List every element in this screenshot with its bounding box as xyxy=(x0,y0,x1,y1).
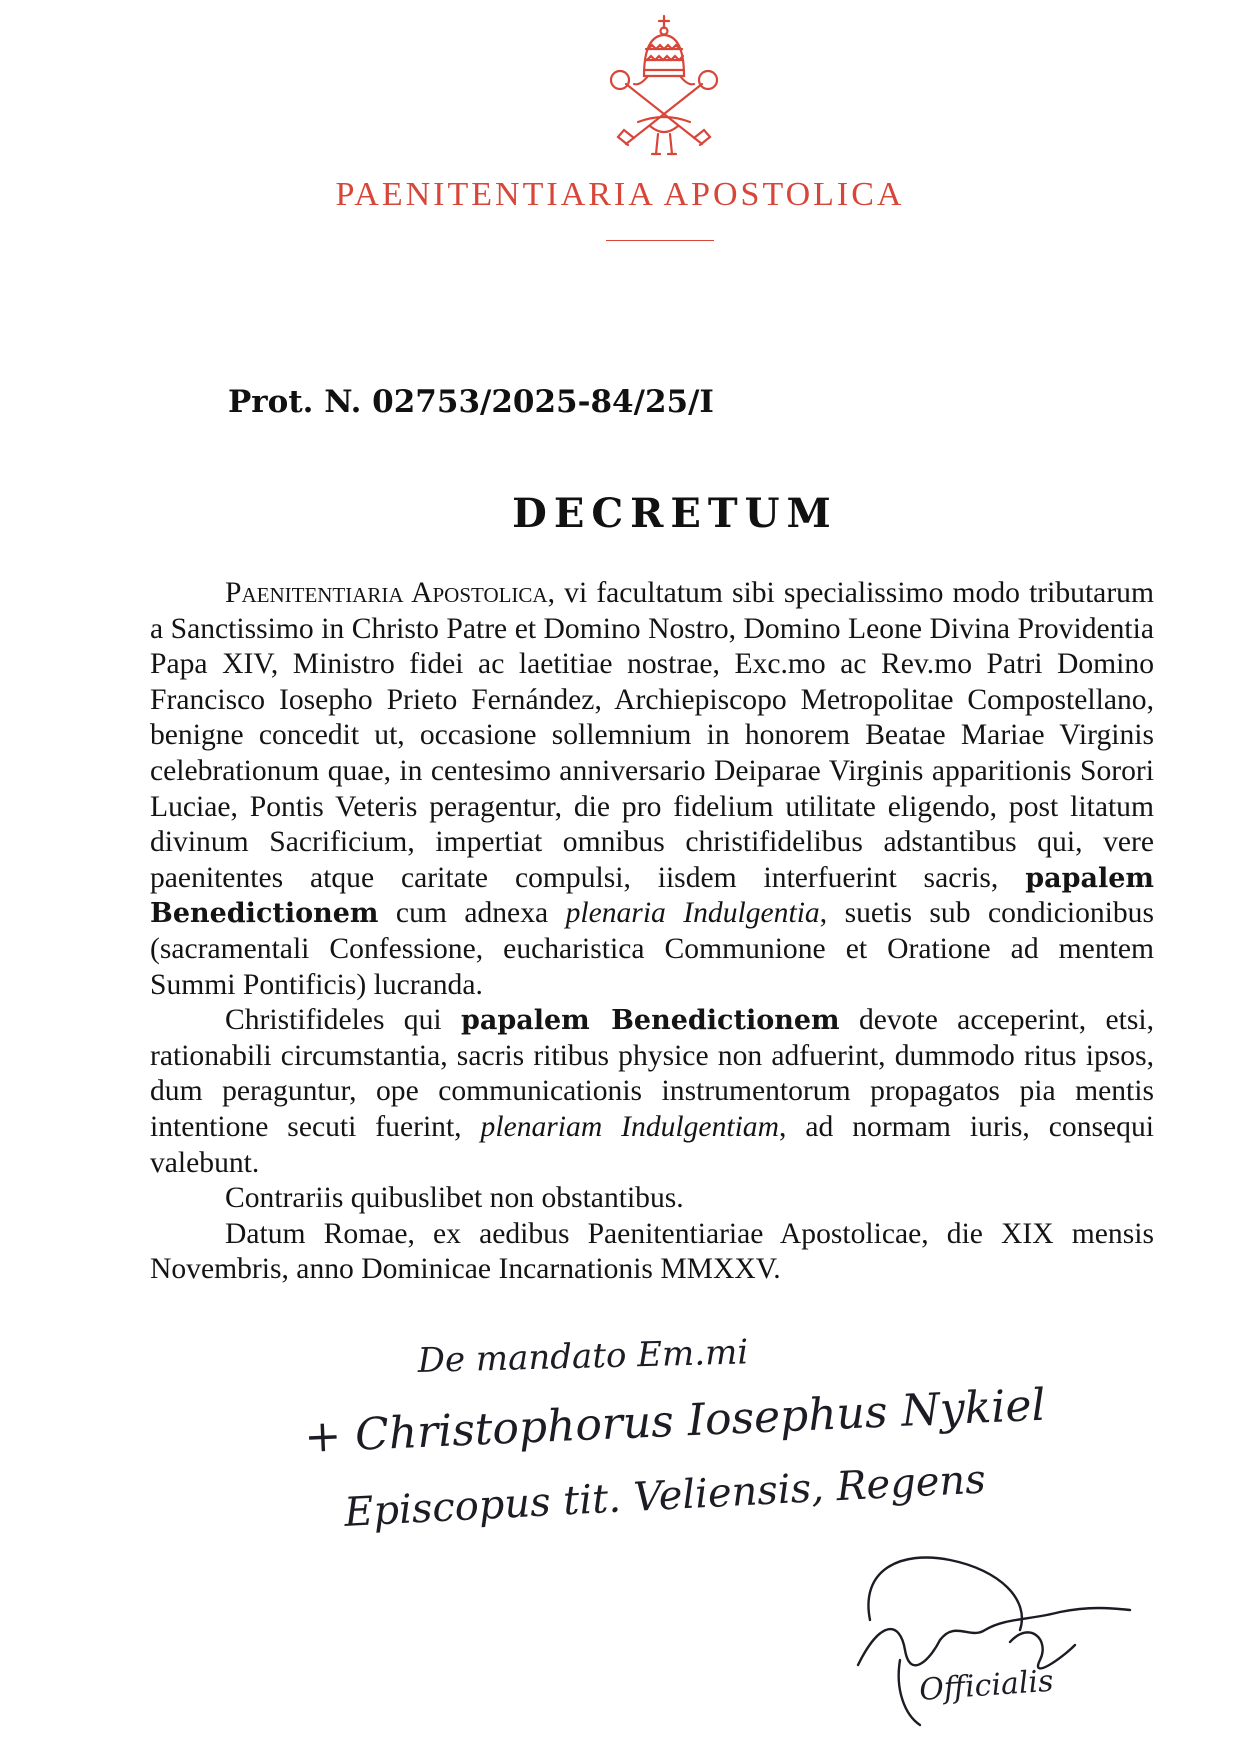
signature-line-3: Episcopus tit. Veliensis, Regens xyxy=(343,1456,987,1536)
paragraph-2 xyxy=(150,1003,1154,1181)
emphasis-bold: papalem Benedictionem xyxy=(150,862,1154,930)
emphasis-bold: papalem Benedictionem xyxy=(460,1005,840,1037)
emphasis-italic: plenaria Indulgentia xyxy=(565,897,820,930)
paragraph-3: Contrariis quibuslibet non obstantibus. xyxy=(225,1182,684,1215)
papal-keys-tiara-emblem-icon xyxy=(598,14,730,160)
text-span: Christifideles qui xyxy=(225,1004,461,1037)
text-span: , vi facultatum sibi specialissimo modo tributarum a Sanctissimo in Christo Patre et Domino Nostro, Domino Leone Divina Providentia Papa XIV, Ministro fidei ac laetitiae nostrae, Exc.mo ac Rev.mo Patri Domino Francisco Iosepho Prieto Fernández, Archiepiscopo Metropolitae Compostellano, benigne concedit ut, occasione sollemnium in honorem Beatae Mariae Virginis celebrationum quae, in centesimo anniversario Deiparae Virginis apparitionis Sorori Luciae, Pontis Veteris peragentur, die pro fidelium utilitate eligendo, post litatum divinum Sacrificium, impertiat omnibus christifidelibus adstantibus qui, vere paenitentes atque caritate compulsi, iisdem interfuerint sacris, xyxy=(150,577,1154,894)
text-span: , ad normam iuris, consequi valebunt. xyxy=(150,1110,1154,1179)
decree-body xyxy=(150,576,1154,1288)
letterhead-divider xyxy=(606,240,714,241)
signature-line-2: + Christophorus Iosephus Nykiel xyxy=(303,1379,1047,1463)
text-span: , suetis sub condicionibus (sacramentali Confessione, eucharistica Communione et Oratione ad mentem Summi Pontificis) lucranda. xyxy=(150,897,1154,1001)
emphasis-italic: plenariam Indulgentiam xyxy=(480,1110,779,1143)
letterhead xyxy=(0,0,1240,260)
paragraph-4: Datum Romae, ex aedibus Paenitentiariae Apostolicae, die XIX mensis Novembris, anno Dominicae Incarnationis MMXXV. xyxy=(150,1217,1154,1286)
text-span: cum adnexa xyxy=(378,897,566,930)
office-reference: Paenitentiaria Apostolica xyxy=(225,577,548,609)
document-title: DECRETUM xyxy=(512,490,838,537)
office-name: PAENITENTIARIA APOSTOLICA xyxy=(335,176,905,213)
text-span: devote acceperint, etsi, rationabili circumstantia, sacris ritibus physice non adfuerint, dummodo ritus ipsos, dum peraguntur, ope communicationis instrumentorum propagatos pia mentis intentione secuti fuerint, xyxy=(150,1004,1154,1143)
paragraph-1 xyxy=(150,576,1154,1003)
protocol-number: Prot. N. 02753/2025-84/25/I xyxy=(228,384,714,420)
handwritten-signatures xyxy=(0,1320,1240,1750)
signature-line-1: De mandato Em.mi xyxy=(417,1332,749,1381)
signature-line-4: Officialis xyxy=(918,1663,1055,1708)
